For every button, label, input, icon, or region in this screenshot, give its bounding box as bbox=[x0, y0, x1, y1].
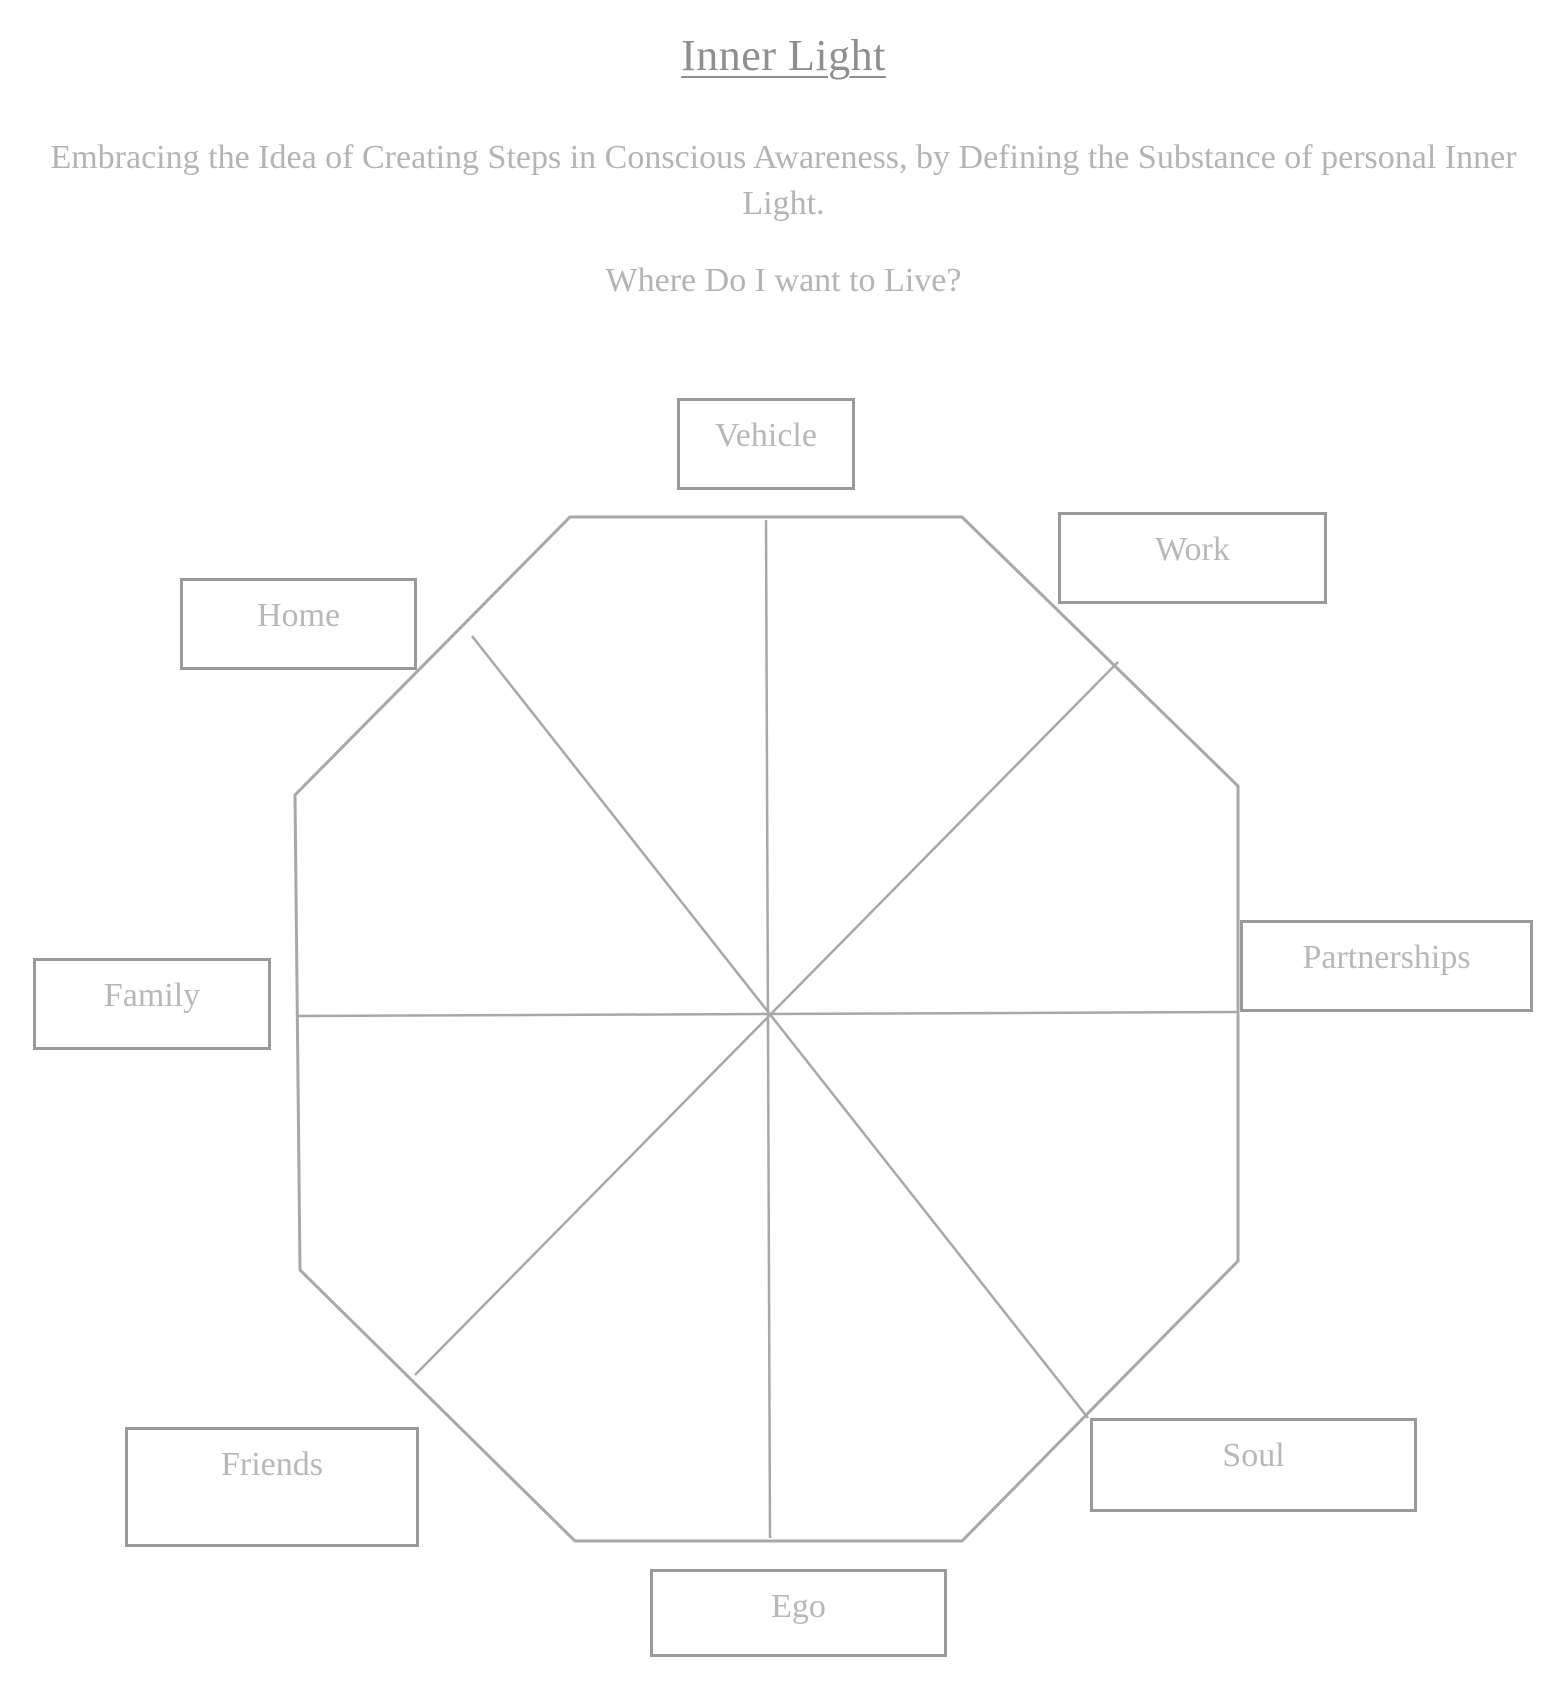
label-box-friends bbox=[125, 1427, 419, 1547]
label-box-home bbox=[180, 578, 417, 670]
label-box-vehicle bbox=[677, 398, 855, 490]
label-family: Family bbox=[103, 977, 201, 1014]
label-box-work bbox=[1058, 512, 1327, 604]
spoke-vertical bbox=[766, 520, 770, 1538]
label-box-family bbox=[33, 958, 271, 1050]
label-box-soul bbox=[1090, 1418, 1417, 1512]
label-home: Home bbox=[256, 597, 341, 634]
label-box-partnerships bbox=[1240, 920, 1533, 1012]
page-subtitle: Embracing the Idea of Creating Steps in Conscious Awareness, by Defining the Substance of personal Inner Light. bbox=[50, 139, 1517, 222]
label-work: Work bbox=[1155, 531, 1230, 568]
label-vehicle: Vehicle bbox=[715, 417, 817, 454]
page-title: Inner Light bbox=[681, 31, 886, 80]
spoke-diagonal-left bbox=[472, 636, 1088, 1418]
label-ego: Ego bbox=[771, 1588, 826, 1625]
label-partnerships: Partnerships bbox=[1302, 939, 1471, 976]
page-question: Where Do I want to Live? bbox=[605, 262, 962, 299]
label-box-ego bbox=[650, 1569, 947, 1657]
label-soul: Soul bbox=[1222, 1437, 1285, 1474]
label-friends: Friends bbox=[221, 1446, 323, 1483]
